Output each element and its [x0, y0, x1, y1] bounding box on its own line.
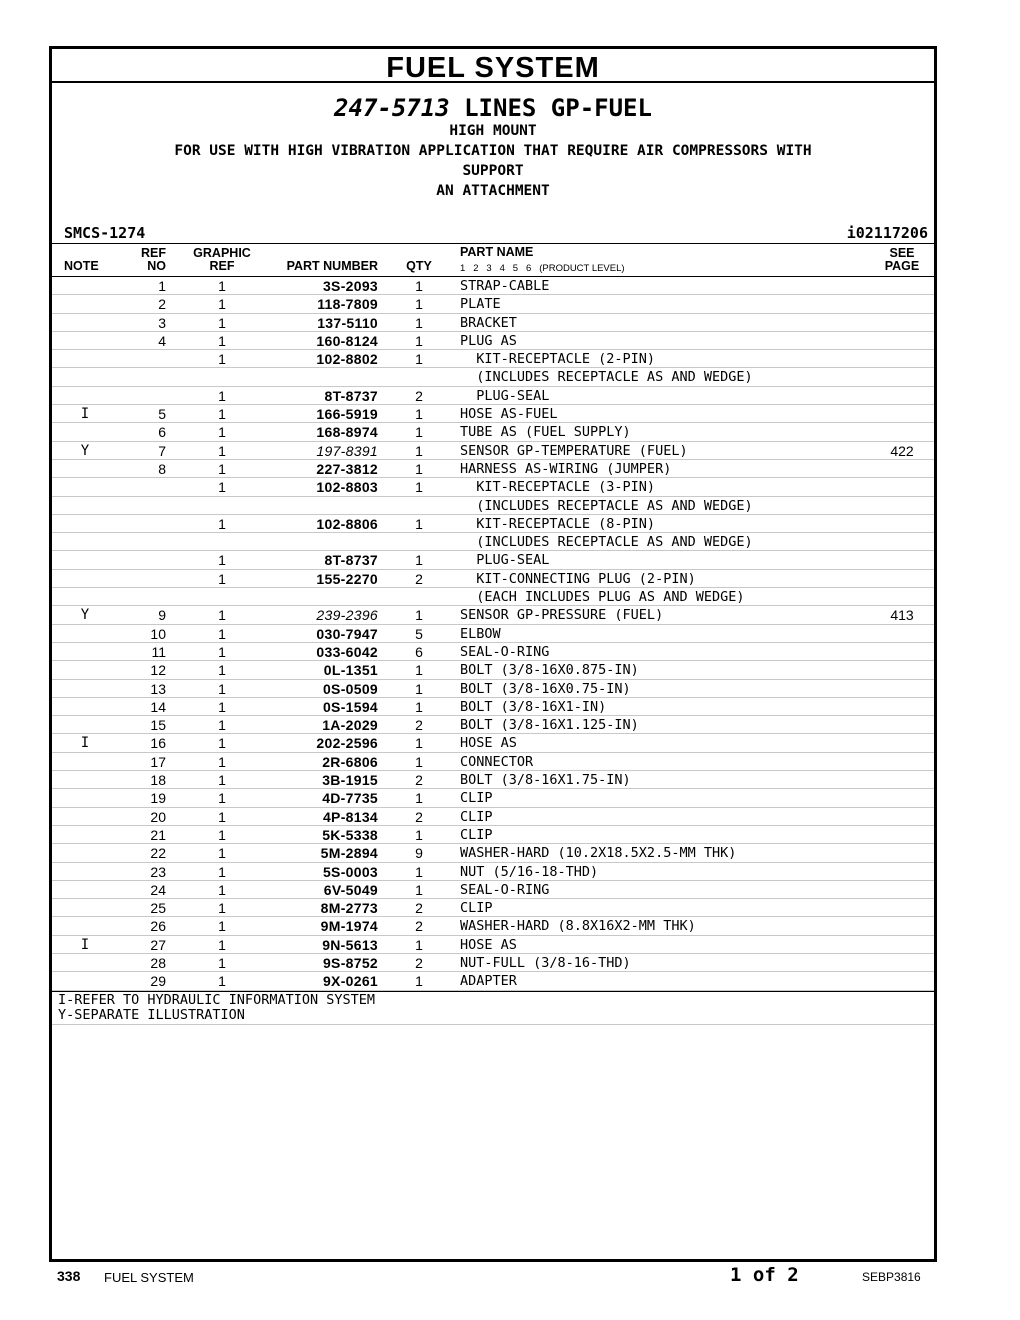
row-ref-no: 24: [150, 881, 166, 898]
row-ref-no: 8: [158, 460, 166, 477]
row-part-name: PLUG-SEAL: [460, 552, 550, 569]
row-graphic-ref: 1: [218, 826, 226, 843]
row-graphic-ref: 1: [218, 772, 226, 789]
row-part-number: 2R-6806: [322, 753, 378, 770]
row-graphic-ref: 1: [218, 314, 226, 331]
header-product-levels: 1 2 3 4 5 6 (PRODUCT LEVEL): [460, 263, 625, 274]
footer-section: FUEL SYSTEM: [104, 1270, 194, 1285]
table-row: [52, 350, 934, 368]
table-row: [52, 680, 934, 698]
row-graphic-ref: 1: [218, 625, 226, 642]
row-qty: 6: [415, 643, 423, 660]
row-part-number: 0S-0509: [322, 680, 378, 697]
row-ref-no: 20: [150, 808, 166, 825]
row-ref-no: 19: [150, 790, 166, 807]
assembly-header: [52, 95, 934, 243]
row-part-number: 4D-7735: [322, 790, 378, 807]
row-part-number: 202-2596: [316, 735, 378, 752]
row-part-name: ADAPTER: [460, 973, 517, 990]
row-part-name: WASHER-HARD (10.2X18.5X2.5-MM THK): [460, 845, 737, 862]
row-graphic-ref: 1: [218, 662, 226, 679]
row-part-name: WASHER-HARD (8.8X16X2-MM THK): [460, 918, 696, 935]
row-part-name: BOLT (3/8-16X0.75-IN): [460, 680, 631, 697]
parts-page-frame: [49, 46, 937, 1262]
header-part-number: PART NUMBER: [286, 259, 378, 273]
table-row: [52, 460, 934, 478]
row-part-name: KIT-RECEPTACLE (3-PIN): [460, 479, 656, 496]
row-part-name: BOLT (3/8-16X1.75-IN): [460, 772, 631, 789]
row-graphic-ref: 1: [218, 442, 226, 459]
row-part-number: 102-8802: [316, 351, 378, 368]
row-graphic-ref: 1: [218, 790, 226, 807]
row-qty: 2: [415, 954, 423, 971]
table-header: [52, 243, 934, 277]
row-part-name: HOSE AS: [460, 936, 517, 953]
row-ref-no: 17: [150, 753, 166, 770]
header-note: NOTE: [64, 259, 99, 273]
row-qty: 2: [415, 918, 423, 935]
row-qty: 1: [415, 314, 423, 331]
row-part-name: KIT-RECEPTACLE (8-PIN): [460, 515, 656, 532]
row-qty: 5: [415, 625, 423, 642]
row-qty: 2: [415, 900, 423, 917]
row-graphic-ref: 1: [218, 954, 226, 971]
row-graphic-ref: 1: [218, 900, 226, 917]
row-graphic-ref: 1: [218, 918, 226, 935]
table-row: [52, 588, 934, 606]
row-qty: 1: [415, 881, 423, 898]
table-row: [52, 405, 934, 423]
table-row: [52, 551, 934, 569]
table-row: [52, 533, 934, 551]
row-graphic-ref: 1: [218, 387, 226, 404]
row-qty: 1: [415, 662, 423, 679]
header-ref-top: REF: [141, 246, 166, 260]
row-part-name: CLIP: [460, 808, 493, 825]
row-ref-no: 28: [150, 954, 166, 971]
row-note: I: [80, 735, 90, 752]
row-qty: 1: [415, 424, 423, 441]
row-see-page[interactable]: 422: [890, 442, 914, 459]
row-graphic-ref: 1: [218, 570, 226, 587]
row-part-number: 227-3812: [316, 460, 378, 477]
row-qty: 9: [415, 845, 423, 862]
row-part-name: PLATE: [460, 296, 501, 313]
row-part-number: 155-2270: [316, 570, 378, 587]
row-ref-no: 21: [150, 826, 166, 843]
note-line: Y-SEPARATE ILLUSTRATION: [58, 1006, 245, 1023]
row-part-name: CLIP: [460, 900, 493, 917]
row-ref-no: 29: [150, 973, 166, 990]
row-graphic-ref: 1: [218, 863, 226, 880]
header-graphic-bottom: REF: [209, 259, 235, 273]
row-qty: 1: [415, 406, 423, 423]
row-note: Y: [80, 442, 90, 459]
assembly-title: [52, 95, 934, 121]
row-ref-no: 15: [150, 717, 166, 734]
row-ref-no: 18: [150, 772, 166, 789]
row-part-name: (INCLUDES RECEPTACLE AS AND WEDGE): [460, 534, 753, 551]
row-qty: 1: [415, 973, 423, 990]
row-part-number: 8T-8737: [324, 552, 378, 569]
row-part-number: 166-5919: [316, 406, 378, 423]
row-part-number: 102-8803: [316, 479, 378, 496]
row-part-number: 9M-1974: [320, 918, 378, 935]
row-part-name: SENSOR GP-PRESSURE (FUEL): [460, 607, 664, 624]
row-part-number: 168-8974: [316, 424, 378, 441]
row-see-page[interactable]: 413: [890, 607, 914, 624]
row-qty: 1: [415, 863, 423, 880]
table-row: [52, 826, 934, 844]
table-row: [52, 515, 934, 533]
table-row: [52, 332, 934, 350]
row-part-number: 033-6042: [316, 643, 378, 660]
row-note: Y: [80, 607, 90, 624]
footer-page-of: 1 of 2: [730, 1264, 799, 1286]
row-qty: 1: [415, 515, 423, 532]
table-row: [52, 368, 934, 386]
table-row: [52, 863, 934, 881]
header-part-name: PART NAME: [460, 245, 534, 259]
table-row: [52, 716, 934, 734]
row-ref-no: 27: [150, 936, 166, 953]
row-part-name: BOLT (3/8-16X0.875-IN): [460, 662, 639, 679]
row-part-name: HARNESS AS-WIRING (JUMPER): [460, 460, 672, 477]
row-part-number: 3S-2093: [322, 278, 378, 294]
row-note: I: [80, 936, 90, 953]
row-part-number: 8M-2773: [320, 900, 378, 917]
table-row: [52, 808, 934, 826]
row-note: I: [80, 406, 90, 423]
header-ref-bottom: NO: [147, 259, 166, 273]
assembly-description-line: HIGH MOUNT: [449, 123, 537, 139]
row-graphic-ref: 1: [218, 278, 226, 294]
row-part-name: PLUG-SEAL: [460, 387, 550, 404]
row-ref-no: 16: [150, 735, 166, 752]
row-part-name: SEAL-O-RING: [460, 881, 550, 898]
note-line: I-REFER TO HYDRAULIC INFORMATION SYSTEM: [58, 991, 375, 1008]
row-graphic-ref: 1: [218, 735, 226, 752]
row-qty: 1: [415, 790, 423, 807]
row-qty: 1: [415, 936, 423, 953]
row-graphic-ref: 1: [218, 460, 226, 477]
row-part-number: 137-5110: [317, 314, 378, 331]
row-ref-no: 2: [158, 296, 166, 313]
row-ref-no: 4: [158, 332, 166, 349]
row-part-number: 030-7947: [316, 625, 378, 642]
parts-table-body: [52, 277, 934, 991]
header-qty: QTY: [406, 259, 432, 273]
row-graphic-ref: 1: [218, 552, 226, 569]
row-graphic-ref: 1: [218, 973, 226, 990]
table-row: [52, 899, 934, 917]
row-part-name: ELBOW: [460, 625, 501, 642]
row-qty: 1: [415, 698, 423, 715]
row-part-name: (EACH INCLUDES PLUG AS AND WEDGE): [460, 589, 745, 606]
row-part-name: (INCLUDES RECEPTACLE AS AND WEDGE): [460, 369, 753, 386]
table-row: [52, 478, 934, 496]
assembly-name: LINES GP-FUEL: [464, 94, 652, 122]
row-graphic-ref: 1: [218, 607, 226, 624]
row-part-number: 5K-5338: [322, 826, 378, 843]
row-part-name: HOSE AS-FUEL: [460, 406, 558, 423]
assembly-description-line: FOR USE WITH HIGH VIBRATION APPLICATION THAT REQUIRE AIR COMPRESSORS WITH: [174, 143, 812, 159]
row-graphic-ref: 1: [218, 753, 226, 770]
row-part-name: HOSE AS: [460, 735, 517, 752]
row-qty: 1: [415, 278, 423, 294]
table-row: [52, 497, 934, 515]
row-ref-no: 22: [150, 845, 166, 862]
row-part-number: 0S-1594: [322, 698, 378, 715]
table-row: [52, 661, 934, 679]
table-row: [52, 789, 934, 807]
row-ref-no: 7: [158, 442, 166, 459]
row-ref-no: 5: [158, 406, 166, 423]
row-ref-no: 26: [150, 918, 166, 935]
row-qty: 1: [415, 351, 423, 368]
row-ref-no: 14: [150, 698, 166, 715]
row-graphic-ref: 1: [218, 698, 226, 715]
row-qty: 2: [415, 387, 423, 404]
header-see-top: SEE: [889, 246, 915, 260]
table-row: [52, 277, 934, 295]
row-qty: 1: [415, 442, 423, 459]
illustration-id: i02117206: [846, 224, 928, 242]
table-row: [52, 771, 934, 789]
row-part-name: SENSOR GP-TEMPERATURE (FUEL): [460, 442, 688, 459]
row-part-number: 9S-8752: [322, 954, 378, 971]
row-graphic-ref: 1: [218, 643, 226, 660]
row-ref-no: 3: [158, 314, 166, 331]
row-qty: 1: [415, 607, 423, 624]
row-part-name: BRACKET: [460, 314, 517, 331]
row-graphic-ref: 1: [218, 296, 226, 313]
row-graphic-ref: 1: [218, 845, 226, 862]
section-title: FUEL SYSTEM: [52, 49, 934, 83]
row-ref-no: 6: [158, 424, 166, 441]
footer-page-number: 338: [57, 1268, 81, 1284]
row-part-name: NUT (5/16-18-THD): [460, 863, 599, 880]
row-part-name: KIT-RECEPTACLE (2-PIN): [460, 351, 656, 368]
row-part-number: 5M-2894: [320, 845, 378, 862]
row-part-number: 4P-8134: [322, 808, 378, 825]
row-part-number: 6V-5049: [323, 881, 378, 898]
row-ref-no: 11: [151, 643, 166, 660]
table-row: [52, 734, 934, 752]
assembly-number: 247-5713: [334, 94, 450, 122]
table-row: [52, 314, 934, 332]
row-part-number: 102-8806: [316, 515, 378, 532]
row-part-name: STRAP-CABLE: [460, 278, 550, 294]
table-row: [52, 423, 934, 441]
table-row: [52, 387, 934, 405]
row-graphic-ref: 1: [218, 808, 226, 825]
assembly-description-line: AN ATTACHMENT: [436, 183, 550, 199]
row-part-number: 8T-8737: [324, 387, 378, 404]
row-part-name: CONNECTOR: [460, 753, 534, 770]
row-part-name: BOLT (3/8-16X1-IN): [460, 698, 607, 715]
table-row: [52, 917, 934, 935]
table-row: [52, 625, 934, 643]
row-part-name: SEAL-O-RING: [460, 643, 550, 660]
row-graphic-ref: 1: [218, 406, 226, 423]
row-ref-no: 23: [150, 863, 166, 880]
row-part-name: CLIP: [460, 826, 493, 843]
row-graphic-ref: 1: [218, 936, 226, 953]
row-qty: 1: [415, 680, 423, 697]
row-qty: 1: [415, 826, 423, 843]
row-part-name: PLUG AS: [460, 332, 517, 349]
row-qty: 2: [415, 772, 423, 789]
row-qty: 1: [415, 552, 423, 569]
row-part-number: 0L-1351: [323, 662, 378, 679]
row-ref-no: 13: [150, 680, 166, 697]
row-qty: 1: [415, 296, 423, 313]
table-row: [52, 442, 934, 460]
row-qty: 2: [415, 570, 423, 587]
row-qty: 2: [415, 717, 423, 734]
assembly-description-line: SUPPORT: [462, 163, 524, 179]
row-ref-no: 12: [150, 662, 166, 679]
row-part-number: 1A-2029: [322, 717, 378, 734]
row-part-name: KIT-CONNECTING PLUG (2-PIN): [460, 570, 696, 587]
notes-block: [52, 991, 934, 1025]
row-ref-no: 1: [158, 278, 166, 294]
row-qty: 1: [415, 735, 423, 752]
table-row: [52, 881, 934, 899]
row-graphic-ref: 1: [218, 351, 226, 368]
row-qty: 1: [415, 460, 423, 477]
row-part-number: 5S-0003: [322, 863, 378, 880]
row-part-name: NUT-FULL (3/8-16-THD): [460, 954, 631, 971]
row-graphic-ref: 1: [218, 515, 226, 532]
row-graphic-ref: 1: [218, 479, 226, 496]
header-graphic-top: GRAPHIC: [193, 246, 251, 260]
table-row: [52, 954, 934, 972]
row-part-number: 197-8391: [316, 442, 378, 459]
table-row: [52, 606, 934, 624]
table-row: [52, 936, 934, 954]
row-part-number: 118-7809: [317, 296, 378, 313]
row-part-number: 9X-0261: [322, 973, 378, 990]
row-graphic-ref: 1: [218, 881, 226, 898]
smcs-code: SMCS-1274: [64, 224, 146, 242]
row-graphic-ref: 1: [218, 332, 226, 349]
table-row: [52, 698, 934, 716]
row-part-number: 9N-5613: [322, 936, 378, 953]
table-row: [52, 753, 934, 771]
page-footer: [0, 1264, 1020, 1288]
row-part-number: 3B-1915: [322, 772, 378, 789]
row-qty: 1: [415, 332, 423, 349]
row-qty: 1: [415, 753, 423, 770]
table-row: [52, 295, 934, 313]
row-graphic-ref: 1: [218, 680, 226, 697]
footer-doc-id: SEBP3816: [862, 1270, 921, 1284]
table-row: [52, 643, 934, 661]
row-part-number: 239-2396: [316, 607, 378, 624]
row-part-name: CLIP: [460, 790, 493, 807]
row-qty: 1: [415, 479, 423, 496]
row-graphic-ref: 1: [218, 424, 226, 441]
row-part-name: TUBE AS (FUEL SUPPLY): [460, 424, 631, 441]
row-ref-no: 25: [150, 900, 166, 917]
table-row: [52, 844, 934, 862]
header-see-bottom: PAGE: [884, 259, 920, 273]
table-row: [52, 972, 934, 990]
row-qty: 2: [415, 808, 423, 825]
table-row: [52, 570, 934, 588]
row-graphic-ref: 1: [218, 717, 226, 734]
row-part-name: (INCLUDES RECEPTACLE AS AND WEDGE): [460, 497, 753, 514]
row-part-number: 160-8124: [316, 332, 378, 349]
row-ref-no: 10: [150, 625, 166, 642]
row-part-name: BOLT (3/8-16X1.125-IN): [460, 717, 639, 734]
row-ref-no: 9: [158, 607, 166, 624]
